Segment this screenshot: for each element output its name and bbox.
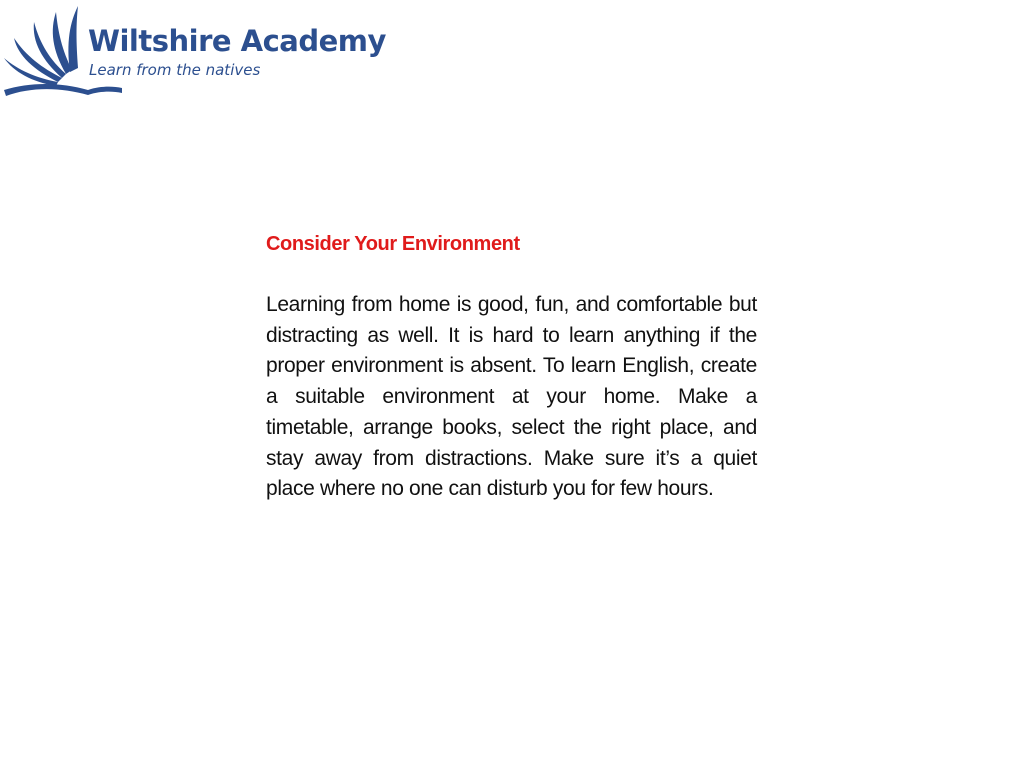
logo-name: Wiltshire Academy <box>88 24 386 58</box>
body-paragraph: Learning from home is good, fun, and comfortable but distracting as well. It is hard to learn anything if the proper environment is absent. To learn English, create a suitable environment at your home. Make a timetable, arrange books, select the right place, and stay away from distractions. Make sure it’s a quiet place where no one can disturb you for few hours. <box>266 293 757 501</box>
content-block <box>266 228 757 505</box>
wiltshire-academy-logo <box>0 0 400 104</box>
logo-tagline: Learn from the natives <box>89 61 261 79</box>
section-heading: Consider Your Environment <box>266 233 520 255</box>
